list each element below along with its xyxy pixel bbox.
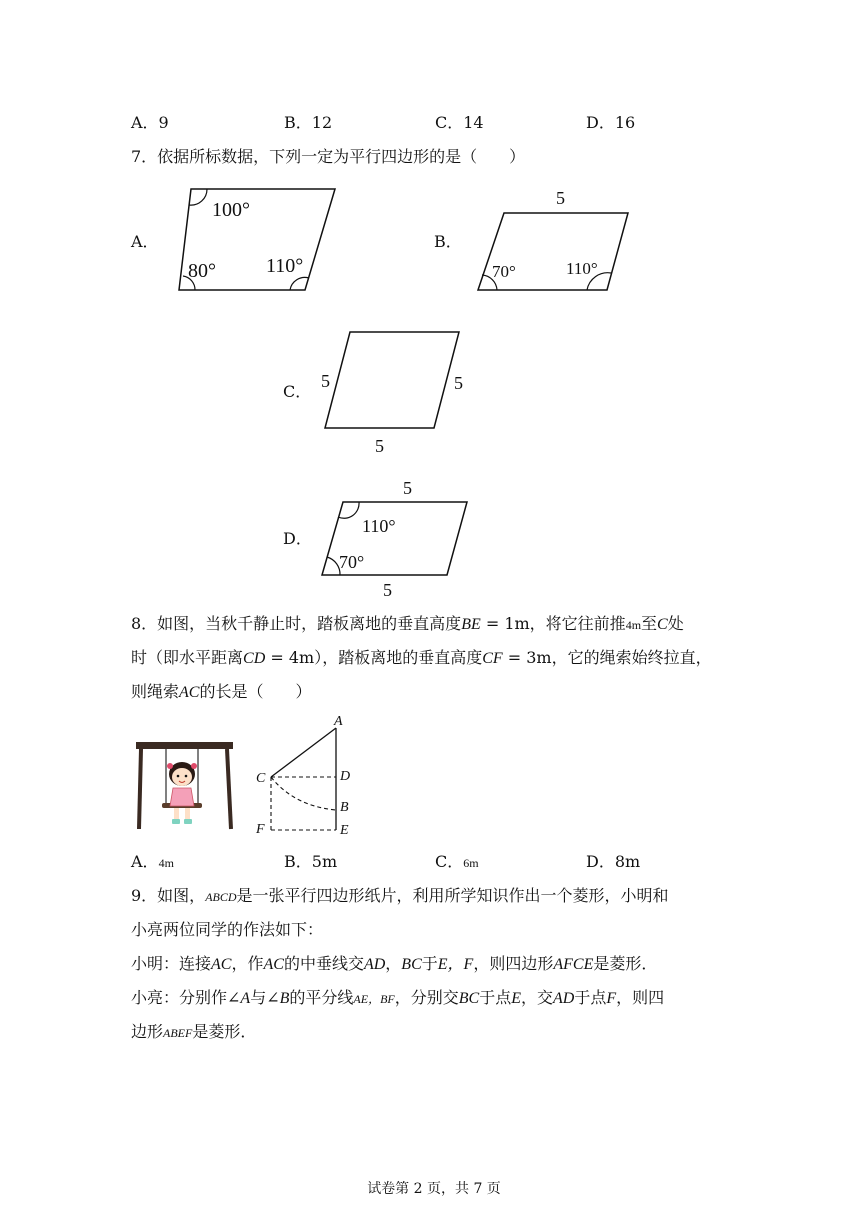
q8-option-d: D．8m [586, 852, 641, 871]
q7-a-angle-100: 100° [212, 199, 250, 221]
q6-option-c: C．14 [435, 113, 484, 132]
q8-label-c: C [256, 771, 266, 786]
q7-c-left-side: 5 [321, 371, 330, 391]
q7-c-right-side: 5 [454, 373, 463, 393]
q7-option-b-letter: B． [434, 232, 462, 251]
q7-option-a-letter: A． [131, 232, 159, 251]
q9-line-1: 9．如图，ABCD是一张平行四边形纸片，利用所学知识作出一个菱形，小明和 [131, 886, 669, 905]
q7-d-top-side: 5 [403, 478, 412, 498]
q8-line-3: 则绳索AC的长是（ ） [131, 682, 312, 701]
q7-option-c-letter: C． [283, 382, 312, 401]
q6-option-b: B．12 [284, 113, 333, 132]
q7-a-angle-110: 110° [266, 255, 304, 277]
q8-label-d: D [340, 769, 351, 784]
q7-b-angle-110: 110° [566, 259, 598, 278]
q8-option-a: A．4m [131, 852, 174, 871]
q8-option-c: C．6m [435, 852, 479, 871]
q7-d-angle-110: 110° [362, 516, 396, 536]
q7-b-top-side: 5 [556, 188, 565, 208]
q8-label-a: A [334, 714, 343, 729]
q6-option-a: A．9 [131, 113, 169, 132]
q7-d-angle-70: 70° [339, 552, 365, 572]
q9-xiaoming: 小明：连接AC，作AC的中垂线交AD，BC于E，F，则四边形AFCE是菱形． [131, 954, 658, 973]
q6-option-d: D．16 [586, 113, 636, 132]
q7-stem: 7．依据所标数据，下列一定为平行四边形的是（ ） [131, 147, 526, 166]
q8-line-2: 时（即水平距离CD = 4m），踏板离地的垂直高度CF = 3m，它的绳索始终拉直， [131, 648, 712, 667]
page-footer: 试卷第 2 页，共 7 页 [367, 1181, 501, 1197]
q7-a-angle-80: 80° [188, 260, 216, 282]
q7-b-angle-70: 70° [492, 262, 516, 281]
q7-d-bottom-side: 5 [383, 580, 392, 600]
q8-option-b: B．5m [284, 852, 338, 871]
q9-line-2: 小亮两位同学的作法如下： [131, 920, 324, 939]
q9-xiaoliang-line-1: 小亮：分别作∠A与∠B的平分线AE，BF，分别交BC于点E，交AD于点F，则四 [131, 988, 665, 1007]
q8-line-1: 8．如图，当秋千静止时，踏板离地的垂直高度BE = 1m，将它往前推4m至C处 [131, 614, 684, 633]
q8-label-f: F [256, 822, 265, 837]
q7-c-bottom-side: 5 [375, 436, 384, 456]
q8-label-b: B [340, 800, 349, 815]
q7-option-d-letter: D． [283, 529, 312, 548]
q9-xiaoliang-line-2: 边形ABEF是菱形． [131, 1022, 257, 1041]
q8-label-e: E [340, 823, 349, 838]
